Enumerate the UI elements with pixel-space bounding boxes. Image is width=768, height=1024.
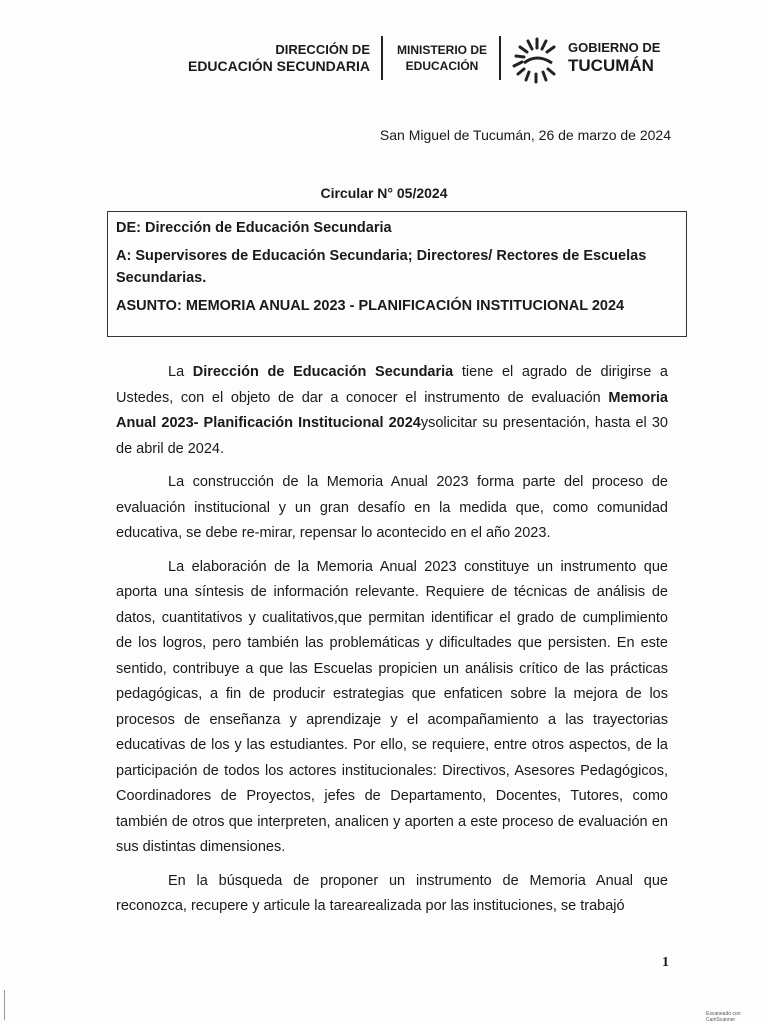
direccion-line2: EDUCACIÓN SECUNDARIA xyxy=(187,58,370,74)
scan-edge-line xyxy=(4,990,5,1020)
paragraph-2: La construcción de la Memoria Anual 2023 forma parte del proceso de evaluación institucional y un gran desafío en la medida que, como comunidad educativa, se debe re-mirar, repensar lo acontecido en el año 2023. xyxy=(116,474,668,541)
ministerio-line2: EDUCACIÓN xyxy=(405,59,479,73)
paragraph-1 xyxy=(116,360,668,462)
gobierno-heading xyxy=(568,40,660,76)
paragraph-1-text: ysolicitar su presentación, hasta el 30 de abril de 2024. xyxy=(116,415,668,457)
letterhead xyxy=(0,30,768,90)
addressee-box xyxy=(107,211,687,337)
scanner-watermark: Escaneado con CamScanner xyxy=(706,1011,741,1023)
paragraph-3: La elaboración de la Memoria Anual 2023 constituye un instrumento que aporta una síntesis de información relevante. Requiere de técnicas de análisis de datos, cuantitativos y cualitativos,que permitan identificar el grado de cumplimiento de los logros, pero también las problemáticas y dificultades que persisten. En este sentido, contribuye a que las Escuelas propicien un análisis crítico de las prácticas pedagógicas, a fin de producir estrategias que enfaticen sobre la mejora de los procesos de enseñanza y aprendizaje y el acompañamiento a las trayectorias educativas de los y las estudiantes. Por ello, se requiere, entre otros aspectos, de la participación de todos los actores institucionales: Directivos, Asesores Pedagógicos, Coordinadores de Proyectos, jefes de Departamento, Docentes, Tutores, como también de otros que interpreten, analicen y aporten a este proceso de evaluación en sus distintas dimensiones. xyxy=(116,558,668,855)
ministerio-line1: MINISTERIO DE xyxy=(397,43,488,57)
gobierno-line1: GOBIERNO DE xyxy=(568,40,661,55)
paragraph-1-text: La xyxy=(168,364,193,380)
from-line: DE: Dirección de Educación Secundaria xyxy=(116,220,392,236)
paragraph-1-emphasis: Dirección de Educación Secundaria xyxy=(192,364,454,380)
ministerio-heading xyxy=(397,42,487,74)
direccion-line1: DIRECCIÓN DE xyxy=(275,42,370,57)
direccion-heading xyxy=(188,42,370,74)
circular-number: Circular N° 05/2024 xyxy=(320,185,448,201)
letter-body xyxy=(116,360,668,928)
document-date: San Miguel de Tucumán, 26 de marzo de 2024 xyxy=(379,127,671,143)
paragraph-1-text: tiene el agrado de dirigirse a Ustedes, con el objeto de dar a conocer el instrumento de evaluación xyxy=(116,364,668,406)
header-divider xyxy=(499,36,501,80)
paragraph-4: En la búsqueda de proponer un instrumento de Memoria Anual que reconozca, recupere y articule la tarearealizada por las instituciones, se trabajó xyxy=(116,872,668,914)
tucuman-sun-logo-icon xyxy=(508,36,562,84)
gobierno-line2: TUCUMÁN xyxy=(568,56,654,75)
subject-line: ASUNTO: MEMORIA ANUAL 2023 - PLANIFICACIÓN INSTITUCIONAL 2024 xyxy=(116,298,625,314)
paragraph-1-emphasis: Memoria Anual 2023- Planificación Institucional 2024 xyxy=(116,389,668,431)
page-number: 1 xyxy=(662,955,669,970)
header-divider xyxy=(381,36,383,80)
to-line: A: Supervisores de Educación Secundaria; Directores/ Rectores de Escuelas Secundarias. xyxy=(116,248,647,286)
